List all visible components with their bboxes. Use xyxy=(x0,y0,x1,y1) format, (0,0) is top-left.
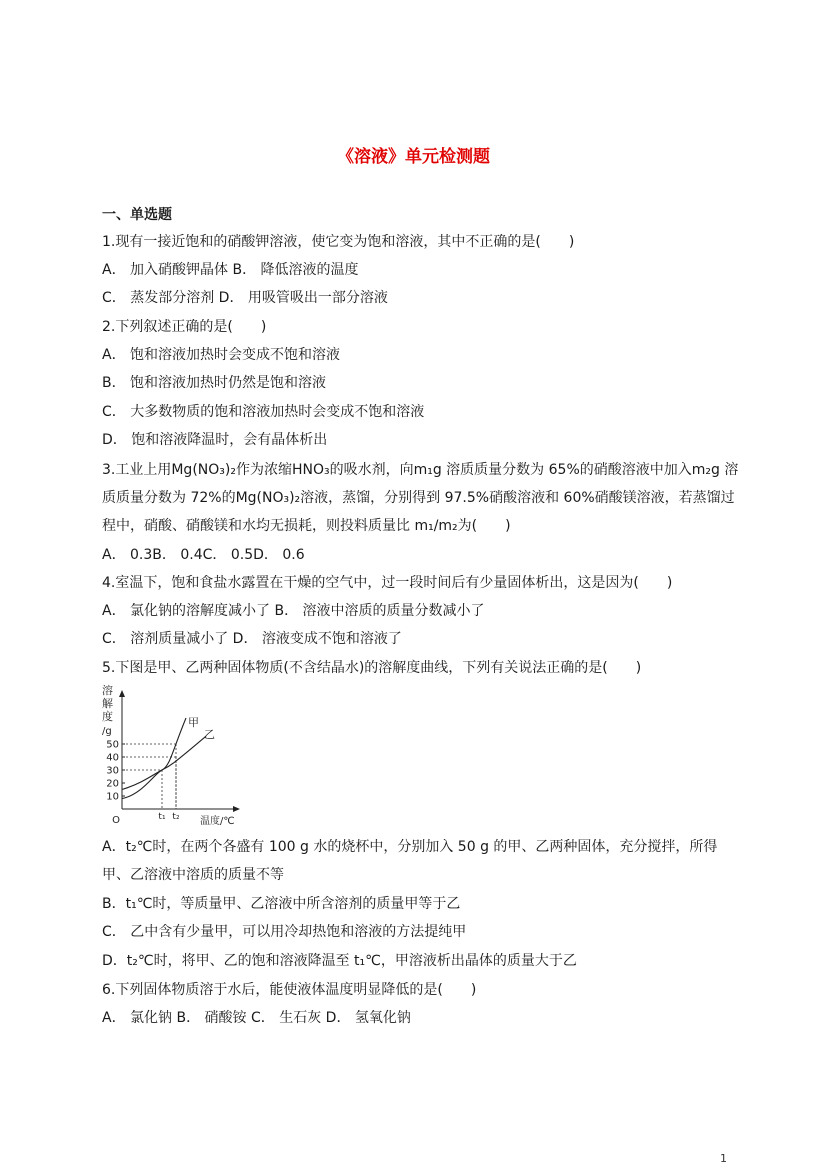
x-axis-arrow xyxy=(233,806,240,812)
section-heading: 一、单选题 xyxy=(102,207,172,223)
y-axis-label-char: 溶 xyxy=(102,684,113,697)
q5-stem: 5.下图是甲、乙两种固体物质(不含结晶水)的溶解度曲线，下列有关说法正确的是( ) xyxy=(102,660,642,676)
q6-options: A． 氯化钠 B． 硝酸铵 C． 生石灰 D． 氢氧化钠 xyxy=(102,1010,411,1026)
y-axis-label-char: /g xyxy=(102,726,112,737)
q2-stem: 2.下列叙述正确的是( ) xyxy=(102,319,267,335)
y-tick-label: 20 xyxy=(106,778,119,790)
q2-option-a: A． 饱和溶液加热时会变成不饱和溶液 xyxy=(102,347,341,363)
y-tick-label: 30 xyxy=(106,765,119,777)
y-tick-label: 50 xyxy=(106,739,119,751)
origin-label: O xyxy=(112,815,120,826)
y-axis-label-char: 解 xyxy=(102,697,113,710)
page-title: 《溶液》单元检测题 xyxy=(337,147,490,167)
x-tick-label: t₁ xyxy=(158,812,166,822)
q4-options-cd: C． 溶剂质量减小了 D． 溶液变成不饱和溶液了 xyxy=(102,631,402,647)
x-tick-label: t₂ xyxy=(172,812,180,822)
q1-stem: 1.现有一接近饱和的硝酸钾溶液，使它变为饱和溶液，其中不正确的是( ) xyxy=(102,234,575,250)
series-jia-label: 甲 xyxy=(188,716,199,729)
q2-option-d: D． 饱和溶液降温时，会有晶体析出 xyxy=(102,432,328,448)
q5-option-a-line-1: A．t₂℃时，在两个各盛有 100 g 水的烧杯中，分别加入 50 g 的甲、乙两种固体，充分搅拌，所得 xyxy=(102,839,718,855)
q2-option-b: B． 饱和溶液加热时仍然是饱和溶液 xyxy=(102,375,327,391)
q2-option-c: C． 大多数物质的饱和溶液加热时会变成不饱和溶液 xyxy=(102,404,425,420)
q1-options-cd: C． 蒸发部分溶剂 D． 用吸管吸出一部分溶液 xyxy=(102,290,388,306)
x-axis-label: 温度/℃ xyxy=(200,816,235,827)
y-tick-label: 10 xyxy=(106,791,119,803)
q4-stem: 4.室温下，饱和食盐水露置在干燥的空气中，过一段时间后有少量固体析出，这是因为( ) xyxy=(102,575,673,591)
q5-option-a-line-2: 甲、乙溶液中溶质的质量不等 xyxy=(102,867,284,883)
q5-option-b: B．t₁℃时，等质量甲、乙溶液中所含溶剂的质量甲等于乙 xyxy=(102,896,461,912)
y-axis-label-char: 度 xyxy=(102,710,113,723)
y-tick-label: 40 xyxy=(106,752,119,764)
series-yi-label: 乙 xyxy=(204,728,215,742)
q4-options-ab: A． 氯化钠的溶解度减小了 B． 溶液中溶质的质量分数减小了 xyxy=(102,603,485,619)
q5-option-c: C． 乙中含有少量甲，可以用冷却热饱和溶液的方法提纯甲 xyxy=(102,924,467,940)
y-axis-arrow xyxy=(119,690,125,697)
solubility-chart xyxy=(100,682,290,832)
solubility-chart-svg xyxy=(100,682,290,832)
q3-line-2: 质质量分数为 72%的Mg(NO₃)₂溶液，蒸馏，分别得到 97.5%硝酸溶液和 60%硝酸镁溶液，若蒸馏过 xyxy=(102,490,735,506)
q5-option-d: D．t₂℃时，将甲、乙的饱和溶液降温至 t₁℃，甲溶液析出晶体的质量大于乙 xyxy=(102,953,577,969)
q3-line-3: 程中，硝酸、硝酸镁和水均无损耗，则投料质量比 m₁/m₂为( ) xyxy=(102,518,511,534)
q3-options: A． 0.3B． 0.4C． 0.5D． 0.6 xyxy=(102,547,305,563)
q1-options-ab: A． 加入硝酸钾晶体 B． 降低溶液的温度 xyxy=(102,262,359,278)
q6-stem: 6.下列固体物质溶于水后，能使液体温度明显降低的是( ) xyxy=(102,982,477,998)
page-number: 1 xyxy=(720,1152,727,1165)
q3-line-1: 3.工业上用Mg(NO₃)₂作为浓缩HNO₃的吸水剂，向m₁g 溶质质量分数为 65%的硝酸溶液中加入m₂g 溶 xyxy=(102,462,739,478)
